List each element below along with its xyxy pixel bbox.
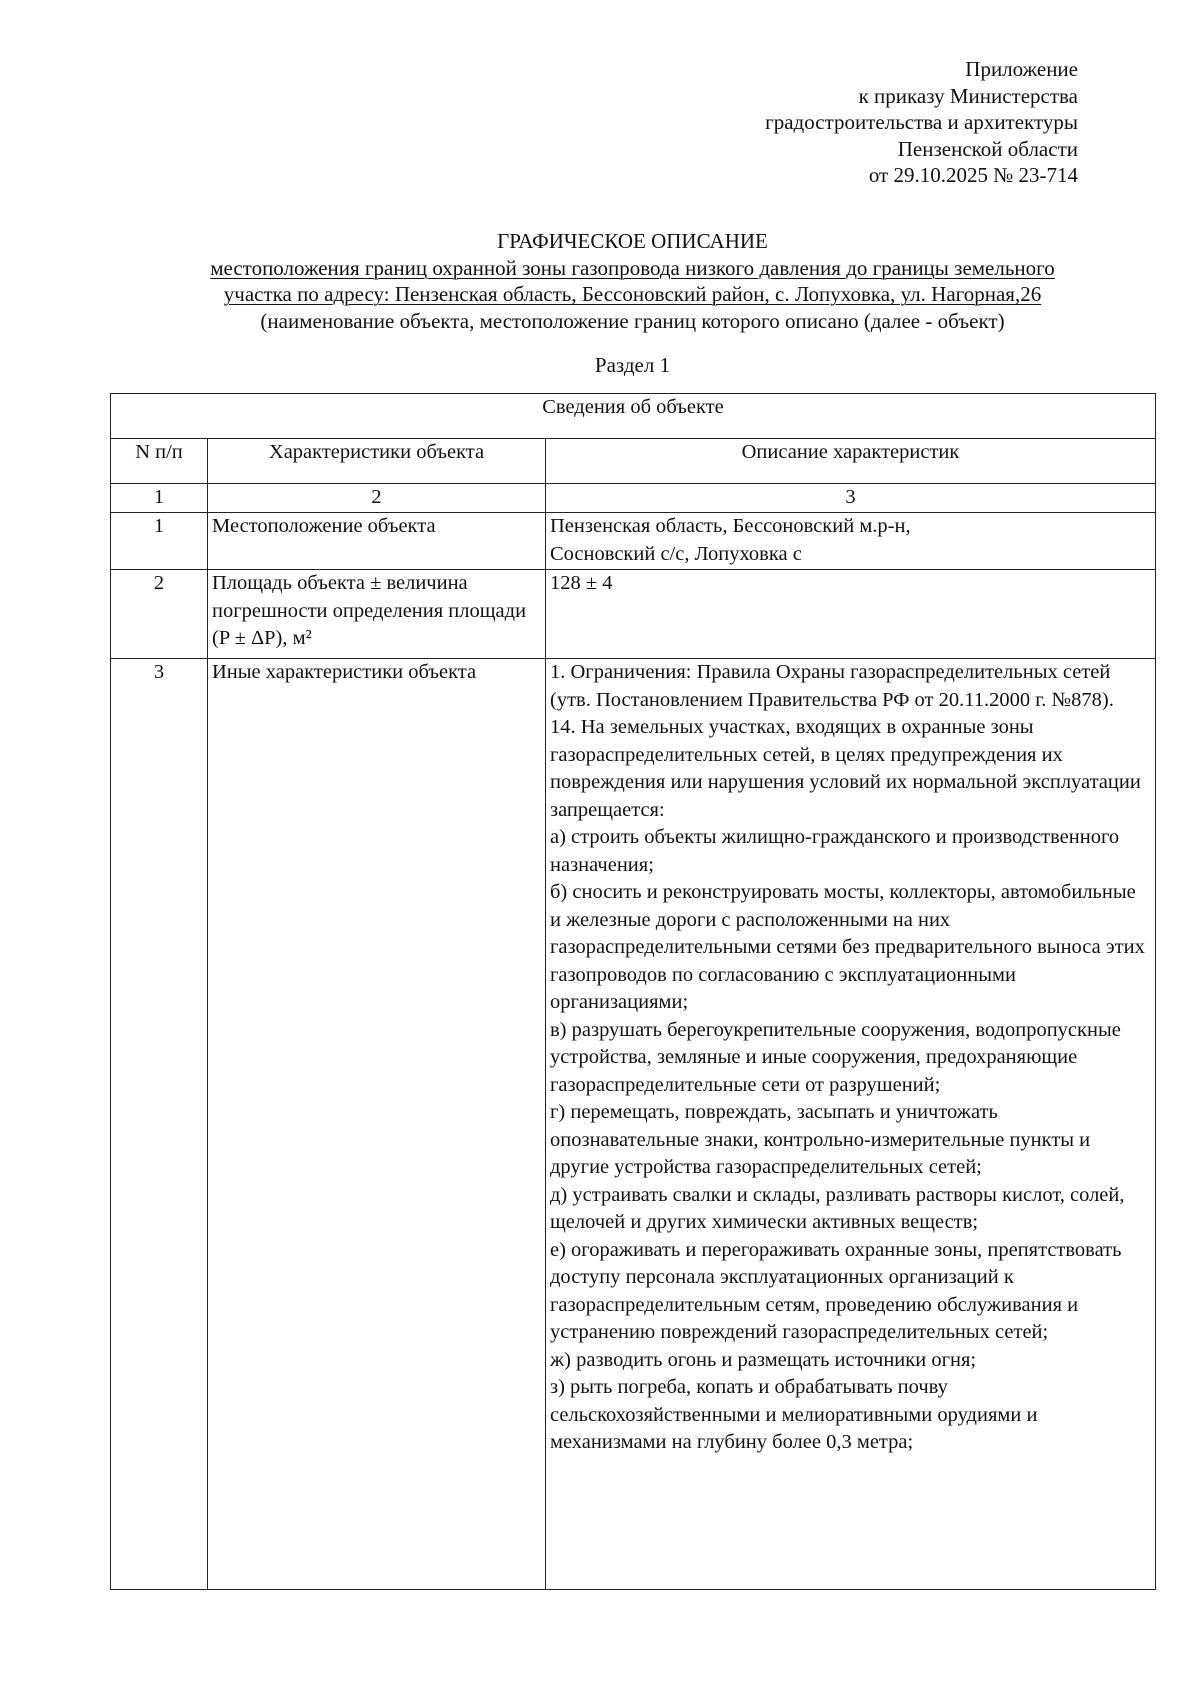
restriction-paragraph: б) сносить и реконструировать мосты, коллекторы, автомобильные и железные дороги с расположенными на них газораспределительными сетями без предварительного выноса этих газопроводов по согласованию с эксплуатационными организациями;	[550, 881, 1145, 1013]
restriction-paragraph: в) разрушать берегоукрепительные сооружения, водопропускные устройства, земляные и иные сооружения, предохраняющие газораспределительные сети от разрушений;	[550, 1018, 1121, 1096]
appendix-line: Приложение	[965, 57, 1078, 81]
row-description	[546, 570, 1156, 659]
description-line: 128 ± 4	[550, 572, 613, 594]
title-object-line-1: местоположения границ охранной зоны газопровода низкого давления до границы земельного	[210, 255, 1055, 280]
restriction-paragraph: г) перемещать, повреждать, засыпать и уничтожать опознавательные знаки, контрольно-измерительные пункты и другие устройства газораспределительных сетей;	[550, 1101, 1091, 1178]
section-title: Раздел 1	[594, 353, 671, 377]
row-number: 1	[111, 513, 208, 570]
title-main: ГРАФИЧЕСКОЕ ОПИСАНИЕ	[497, 229, 768, 253]
column-number: 1	[111, 484, 208, 513]
appendix-date-number: от 29.10.2025 № 23-714	[868, 163, 1078, 187]
table-row	[111, 659, 1156, 1590]
appendix-line: Пензенской области	[897, 136, 1078, 161]
restriction-paragraph: 1. Ограничения: Правила Охраны газораспределительных сетей (утв. Постановлением Правительства РФ от 20.11.2000 г. №878).	[550, 661, 1114, 711]
table-header-row	[111, 439, 1156, 484]
document-title	[110, 228, 1155, 334]
restriction-paragraph: з) рыть погреба, копать и обрабатывать почву сельскохозяйственными и мелиоративными орудиями и механизмами на глубину более 0,3 метра;	[550, 1376, 1038, 1453]
restriction-paragraph: д) устраивать свалки и склады, разливать растворы кислот, солей, щелочей и других химически активных веществ;	[550, 1183, 1125, 1233]
table-caption-row	[111, 394, 1156, 439]
row-number: 2	[111, 570, 208, 659]
row-description	[546, 659, 1156, 1590]
restriction-paragraph: а) строить объекты жилищно-гражданского и производственного назначения;	[550, 826, 1120, 876]
object-info-table	[110, 393, 1156, 1590]
table-row	[111, 570, 1156, 659]
row-number: 3	[111, 659, 208, 1590]
restriction-paragraph: ж) разводить огонь и размещать источники огня;	[550, 1348, 977, 1371]
restriction-paragraph: 14. На земельных участках, входящих в охранные зоны газораспределительных сетей, в целях предупреждения их повреждения или нарушения условий их нормальной эксплуатации запрещается:	[550, 716, 1141, 821]
restriction-paragraph: е) огораживать и перегораживать охранные зоны, препятствовать доступу персонала эксплуатационных организаций к газораспределительным сетям, проведению обслуживания и устранению повреждений газораспределительных сетей;	[550, 1238, 1122, 1343]
appendix-line: градостроительства и архитектуры	[765, 110, 1078, 134]
row-description	[546, 513, 1156, 570]
description-line: Пензенская область, Бессоновский м.р-н,	[550, 515, 911, 537]
row-characteristic: Площадь объекта ± величина погрешности определения площади (P ± ΔP), м²	[208, 570, 546, 659]
row-characteristic: Иные характеристики объекта	[208, 659, 546, 1590]
column-number-row	[111, 484, 1156, 513]
appendix-line: к приказу Министерства	[858, 83, 1078, 108]
header-characteristic: Характеристики объекта	[208, 439, 546, 484]
table-caption: Сведения об объекте	[111, 394, 1156, 439]
description-line: Сосновский с/с, Лопуховка с	[550, 542, 802, 565]
row-characteristic: Местоположение объекта	[208, 513, 546, 570]
header-description: Описание характеристик	[546, 439, 1156, 484]
title-note: (наименование объекта, местоположение границ которого описано (далее - объект)	[260, 308, 1005, 333]
appendix-header	[765, 56, 1078, 189]
title-object-line-2: участка по адресу: Пензенская область, Бессоновский район, с. Лопуховка, ул. Нагорная,26	[223, 282, 1042, 306]
header-number: N п/п	[111, 439, 208, 484]
column-number: 2	[208, 484, 546, 513]
column-number: 3	[546, 484, 1156, 513]
table-row	[111, 513, 1156, 570]
